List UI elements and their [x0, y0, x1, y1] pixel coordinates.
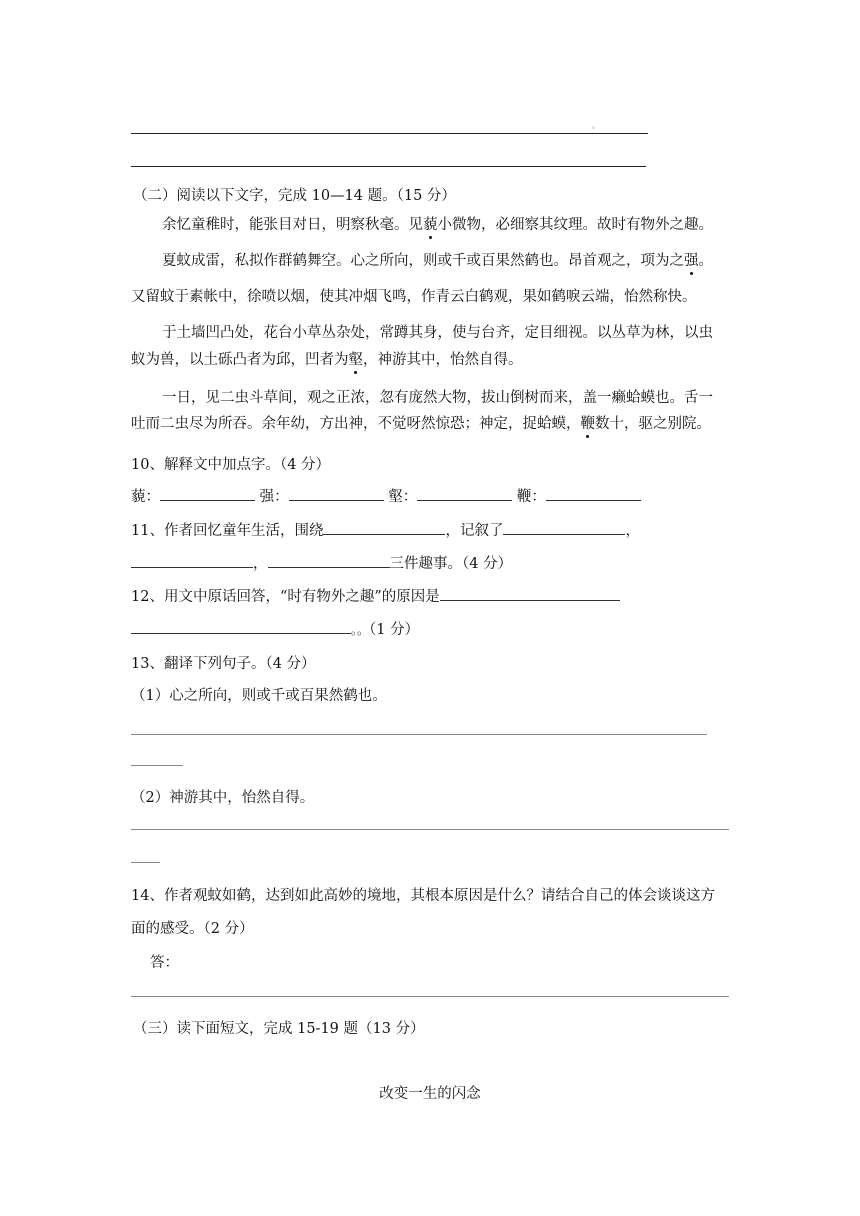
question-12-cont: 。。（1 分）	[131, 618, 419, 639]
answer-line[interactable]	[131, 829, 729, 830]
passage-paragraph: 余忆童稚时，能张目对日，明察秋毫。见藐小微物，必细察其纹理。故时有物外之趣。	[162, 213, 713, 234]
answer-blank[interactable]	[268, 553, 390, 568]
answer-blank[interactable]	[323, 520, 445, 535]
dotted-char: 鞭	[581, 412, 596, 433]
q10-items: 藐： 强： 壑： 鞭：	[131, 485, 641, 506]
question-11: 11、作者回忆童年生活，围绕 ，记叙了 ，	[131, 519, 640, 540]
dotted-char: 强	[684, 249, 699, 270]
sentence-1: （1）心之所向，则或千或百果然鹤也。	[131, 688, 387, 704]
section-header: （三）读下面短文，完成 15-19 题（13 分）	[133, 1021, 425, 1037]
question-14: 14、作者观蚊如鹤，达到如此高妙的境地，其根本原因是什么？请结合自己的体会谈谈这方	[131, 888, 715, 904]
answer-blank[interactable]	[160, 486, 255, 501]
dotted-char: 藐	[423, 213, 438, 234]
stray-mark: 。	[592, 121, 602, 131]
question-10: 10、解释文中加点字。（4 分）	[131, 457, 331, 473]
answer-line[interactable]	[131, 996, 729, 997]
answer-blank[interactable]	[503, 520, 625, 535]
answer-blank[interactable]	[440, 586, 620, 601]
question-11-cont: ， 三件趣事。（4 分）	[131, 552, 512, 573]
answer-blank[interactable]	[289, 486, 384, 501]
question-13: 13、翻译下列句子。（4 分）	[131, 656, 316, 672]
passage-paragraph: 一日，见二虫斗草间，观之正浓，忽有庞然大物，拔山倒树而来，盖一癞蛤蟆也。舌一	[162, 390, 713, 406]
answer-line[interactable]	[131, 862, 160, 863]
answer-blank[interactable]	[131, 553, 253, 568]
answer-label: 答：	[150, 955, 179, 971]
answer-blank[interactable]	[131, 619, 351, 634]
passage-paragraph: 于土墙凹凸处，花台小草丛杂处，常蹲其身，使与台齐，定目细视。以丛草为林，以虫	[162, 325, 713, 341]
answer-line[interactable]	[131, 734, 707, 735]
passage-line: 又留蚊于素帐中，徐喷以烟，使其冲烟飞鸣，作青云白鹤观，果如鹤唳云端，怡然称快。	[131, 289, 697, 305]
sentence-2: （2）神游其中，怡然自得。	[131, 790, 315, 806]
dotted-char: 壑	[349, 348, 364, 369]
answer-line[interactable]	[131, 765, 183, 766]
passage-paragraph: 夏蚊成雷，私拟作群鹤舞空。心之所向，则或千或百果然鹤也。昂首观之，项为之强。	[162, 249, 713, 270]
section-header: （二）阅读以下文字，完成 10—14 题。（15 分）	[133, 188, 456, 204]
passage-line: 吐而二虫尽为所吞。余年幼，方出神，不觉呀然惊恐；神定，捉蛤蟆，鞭数十，驱之别院。	[131, 412, 711, 433]
article-title: 改变一生的闪念	[379, 1086, 481, 1102]
question-14-cont: 面的感受。（2 分）	[131, 921, 254, 937]
passage-line: 蚁为兽，以土砾凸者为邱，凹者为壑，神游其中，怡然自得。	[131, 348, 523, 369]
answer-line	[131, 133, 648, 134]
answer-blank[interactable]	[546, 486, 641, 501]
answer-line	[131, 166, 646, 167]
question-12: 12、用文中原话回答，“时有物外之趣”的原因是	[131, 585, 620, 606]
answer-blank[interactable]	[417, 486, 512, 501]
